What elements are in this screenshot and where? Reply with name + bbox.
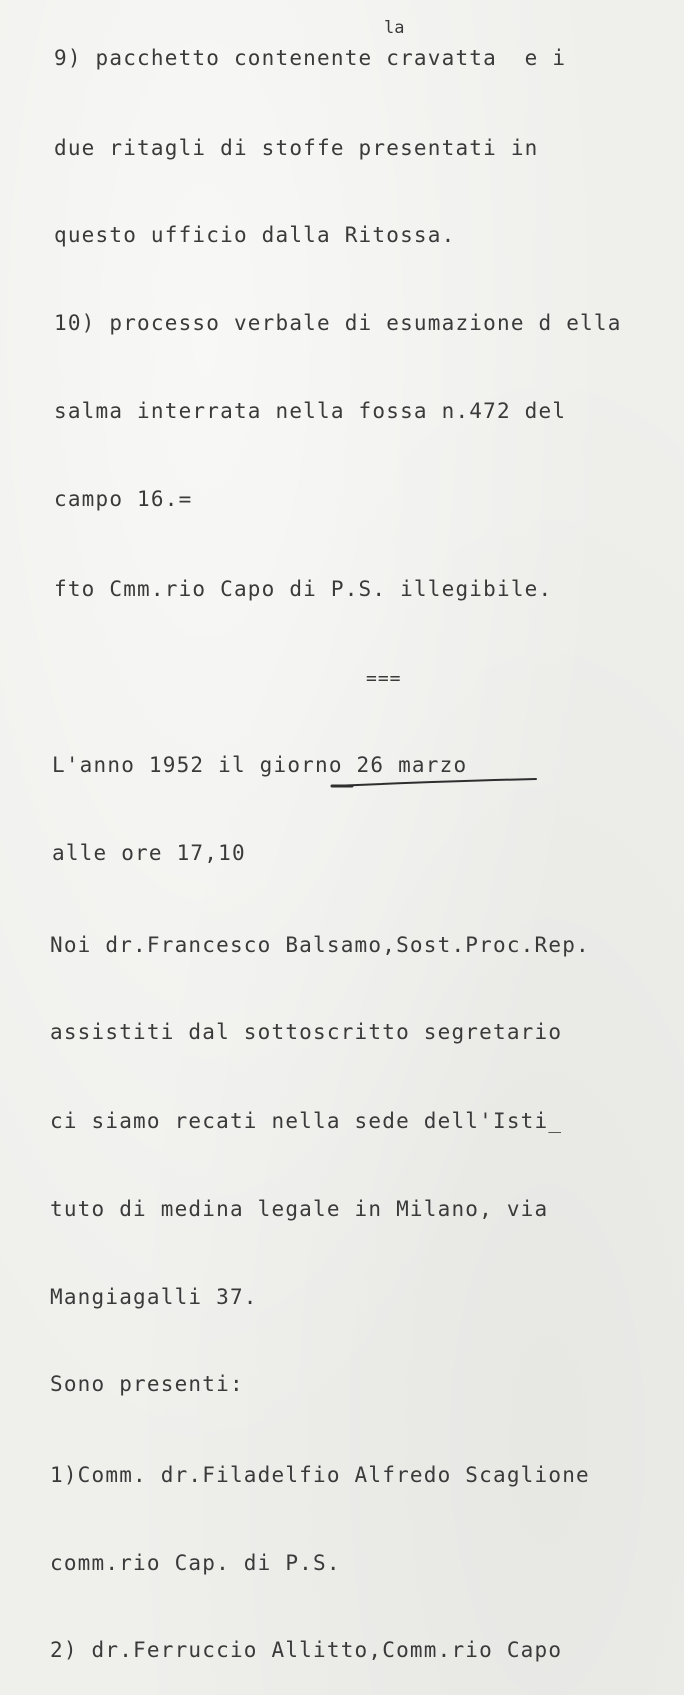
text-line-10: Noi dr.Francesco Balsamo,Sost.Proc.Rep. bbox=[50, 933, 590, 957]
handwritten-insertion: la bbox=[384, 18, 405, 38]
text-line-17: comm.rio Cap. di P.S. bbox=[50, 1551, 341, 1575]
handwritten-underline bbox=[330, 777, 538, 791]
text-line-14: Mangiagalli 37. bbox=[50, 1285, 258, 1309]
text-line-13: tuto di medina legale in Milano, via bbox=[50, 1197, 549, 1221]
text-line-16: 1)Comm. dr.Filadelfio Alfredo Scaglione bbox=[50, 1463, 590, 1487]
text-line-9: alle ore 17,10 bbox=[52, 841, 246, 865]
text-line-6: campo 16.= bbox=[54, 487, 193, 511]
text-line-2: due ritagli di stoffe presentati in bbox=[54, 136, 539, 160]
text-line-11: assistiti dal sottoscritto segretario bbox=[50, 1020, 563, 1044]
text-line-1: 9) pacchetto contenente cravatta e i bbox=[54, 46, 567, 70]
text-line-15: Sono presenti: bbox=[50, 1372, 244, 1396]
text-line-12: ci siamo recati nella sede dell'Isti_ bbox=[50, 1109, 563, 1133]
text-line-8: L'anno 1952 il giorno 26 marzo bbox=[52, 753, 468, 777]
text-line-4: 10) processo verbale di esumazione d ella bbox=[54, 311, 622, 335]
text-line-3: questo ufficio dalla Ritossa. bbox=[54, 223, 456, 247]
text-line-7: fto Cmm.rio Capo di P.S. illegibile. bbox=[54, 577, 553, 601]
section-separator: === bbox=[366, 668, 402, 689]
text-line-18: 2) dr.Ferruccio Allitto,Comm.rio Capo bbox=[50, 1638, 563, 1662]
text-line-5: salma interrata nella fossa n.472 del bbox=[54, 399, 567, 423]
